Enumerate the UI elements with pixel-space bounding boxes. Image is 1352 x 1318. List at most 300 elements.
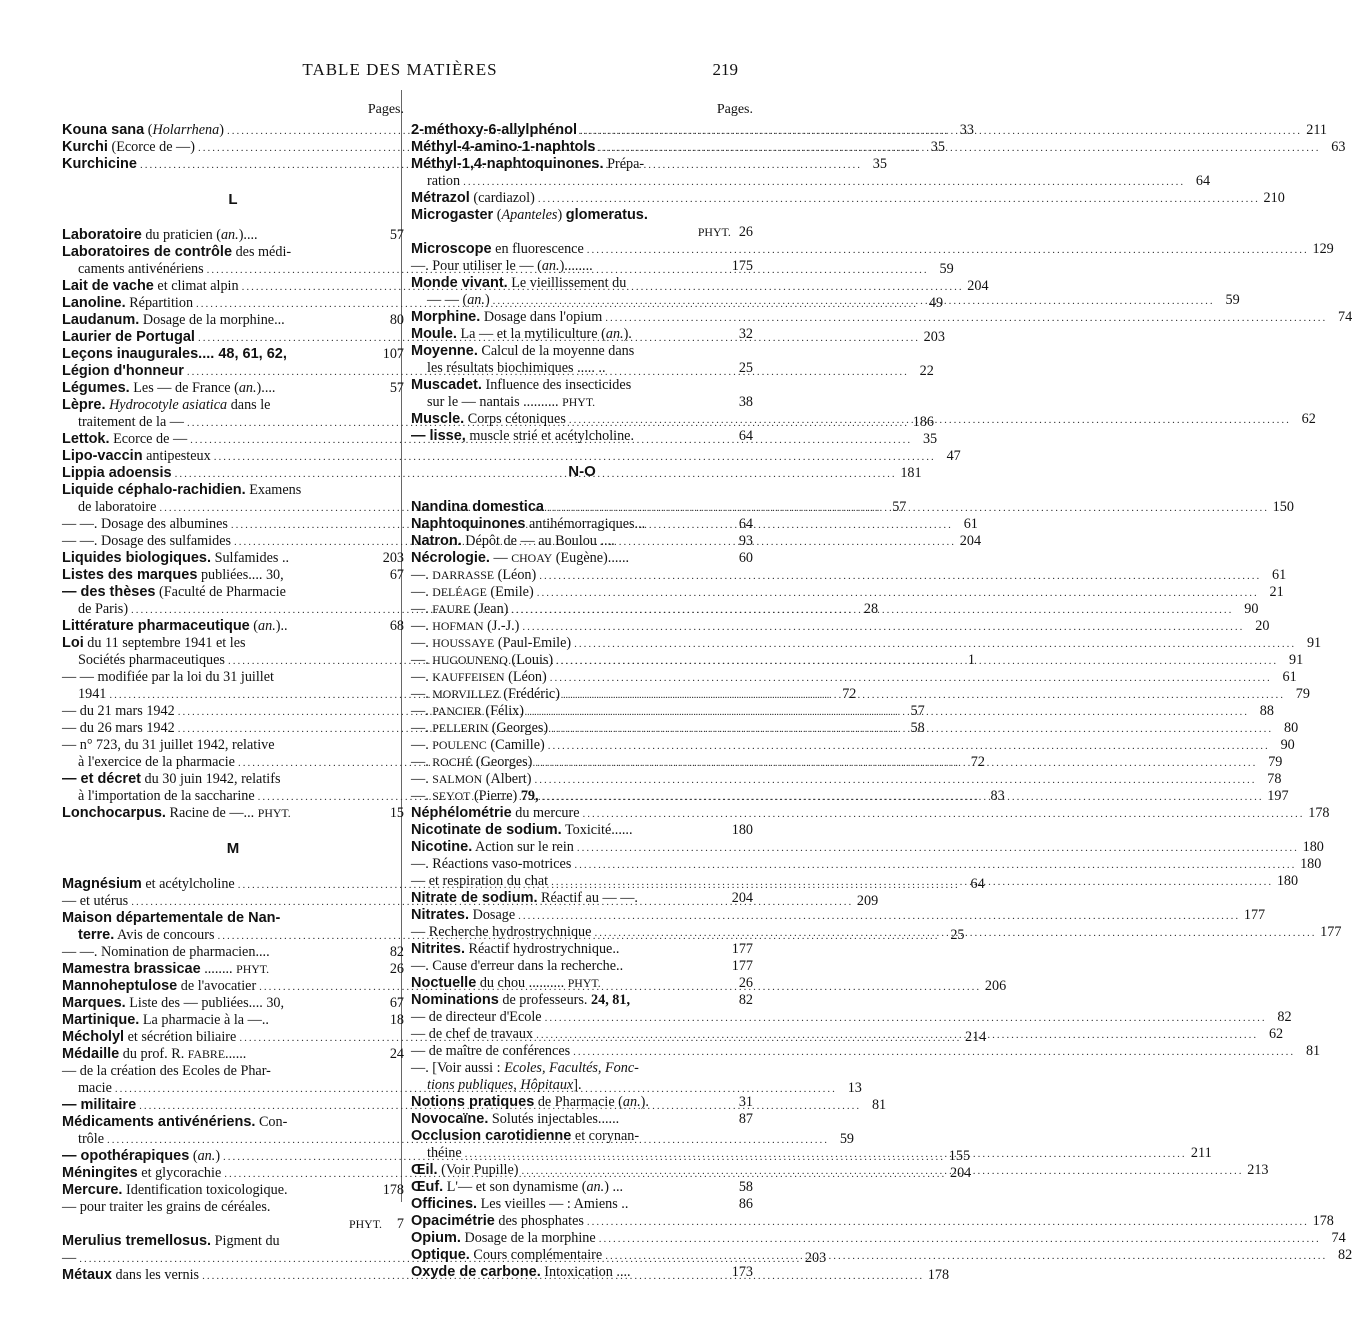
entry-text: Mécholyl et sécrétion biliaire (62, 1029, 237, 1045)
index-entry (411, 1213, 1334, 1230)
dot-leader (594, 925, 1316, 942)
entry-page: 204 (731, 890, 753, 906)
entry-text: Merulius tremellosus. Pigment du (62, 1233, 280, 1249)
index-entry (411, 1060, 753, 1077)
dot-leader (534, 772, 1256, 789)
entry-page: 177 (731, 941, 753, 957)
entry-page: 25 (738, 360, 753, 376)
index-entry (62, 1233, 404, 1250)
entry-page: 173 (731, 1264, 753, 1280)
entry-text: sur le — nantais .......... PHYT. (427, 394, 596, 410)
entry-text: Optique. Cours complémentaire (411, 1247, 603, 1263)
entry-text: — n° 723, du 31 juillet 1942, relative (62, 737, 275, 753)
section-heading: N-O (568, 463, 596, 480)
entry-text: Légion d'honneur (62, 363, 184, 379)
entry-text: macie (78, 1080, 112, 1096)
entry-text: Lait de vache et climat alpin (62, 278, 239, 294)
entry-text: Laudanum. Dosage de la morphine... (62, 312, 285, 328)
entry-page: 61 (1282, 669, 1297, 685)
index-entry (411, 1077, 753, 1094)
entry-text: PHYT. (349, 1217, 382, 1231)
entry-text: — — (an.) (427, 292, 490, 308)
entry-text: traitement de la — (78, 414, 184, 430)
entry-page: 211 (1190, 1145, 1212, 1161)
entry-page: 175 (731, 258, 753, 274)
index-entry (411, 1179, 753, 1196)
index-entry (411, 1196, 753, 1213)
entry-text: Kouna sana (Holarrhena) (62, 122, 224, 138)
index-entry (411, 1264, 753, 1281)
entry-page: 32 (738, 326, 753, 342)
entry-text: —. DARRASSE (Léon) (411, 567, 537, 583)
entry-page: 180 (1302, 839, 1324, 855)
entry-page: 26 (738, 224, 753, 240)
index-entry (411, 652, 1304, 669)
entry-text: —. SALMON (Albert) (411, 771, 532, 787)
entry-text: —. Réactions vaso-motrices (411, 856, 572, 872)
entry-text: Noctuelle du chou .......... PHYT. (411, 975, 601, 991)
entry-text: 1941 (78, 686, 107, 702)
entry-page: 49 (928, 295, 944, 311)
entry-text: —. MORVILLEZ (Frédéric) (411, 686, 560, 702)
entry-text: Médaille du prof. R. FABRE...... (62, 1046, 247, 1062)
entry-page: 13 (847, 1080, 862, 1096)
entry-text: Laurier de Portugal (62, 329, 195, 345)
entry-text: — —. Nomination de pharmacien.... (62, 944, 270, 960)
entry-text: Muscle. Corps cétoniques (411, 411, 566, 427)
entry-page: 25 (950, 927, 965, 943)
entry-page: 180 (1300, 856, 1322, 872)
entry-text: — —. Dosage des sulfamides (62, 533, 232, 549)
entry-text: Laboratoire du praticien (an.).... (62, 227, 258, 243)
entry-text: Nominations de professeurs. 24, 81, (411, 992, 631, 1008)
entry-page: 35 (930, 139, 945, 155)
entry-text: Méthyl-1,4-naphtoquinones. Prépa- (411, 156, 645, 172)
entry-text: Occlusion carotidienne et corynan- (411, 1128, 640, 1144)
entry-page: 83 (990, 788, 1005, 804)
entry-page: 178 (1312, 1213, 1334, 1229)
entry-page: 155 (948, 1148, 971, 1164)
section-heading: M (226, 840, 240, 857)
entry-text: —. HUGOUNENQ (Louis) (411, 652, 554, 668)
entry-text: Mamestra brassicae ........ PHYT. (62, 961, 270, 977)
entry-text: tions publiques, Hôpitaux]. (427, 1077, 582, 1093)
entry-text: ration (427, 173, 461, 189)
entry-page: 82 (389, 944, 404, 960)
entry-text: Lanoline. Répartition (62, 295, 194, 311)
index-entry (62, 482, 404, 499)
dot-leader (583, 806, 1305, 823)
index-entry (411, 360, 753, 377)
entry-page: 59 (1225, 292, 1240, 308)
index-entry (62, 771, 404, 788)
entry-text: —. Pour utiliser le — (an.)........ (411, 258, 593, 274)
entry-text: Métaux dans les vernis (62, 1267, 200, 1283)
entry-page: 81 (1305, 1043, 1321, 1059)
entry-text: —. DELÉAGE (Emile) (411, 584, 534, 600)
entry-text: — de chef de travaux (411, 1026, 534, 1042)
entry-text: Listes des marques publiées.... 30, (62, 567, 284, 583)
entry-page: 204 (967, 278, 989, 294)
entry-text: Oxyde de carbone. Intoxication .... (411, 1264, 631, 1280)
index-entry (411, 567, 1287, 584)
entry-text: — de maître de conférences (411, 1043, 571, 1059)
entry-page: 82 (1277, 1009, 1292, 1025)
entry-page: 62 (1301, 411, 1316, 427)
index-entry (62, 448, 961, 465)
index-entry (411, 890, 753, 907)
entry-page: 203 (923, 329, 945, 345)
index-entry (411, 241, 1334, 258)
entry-text: PHYT. (697, 225, 731, 239)
dot-leader (542, 789, 1264, 806)
entry-text: caments antivénériens (78, 261, 204, 277)
index-entry (411, 1230, 1346, 1247)
entry-text: Maison départementale de Nan- (62, 910, 281, 926)
page-number: 219 (712, 60, 738, 79)
entry-text: — du 21 mars 1942 (62, 703, 175, 719)
index-entry (62, 312, 404, 329)
entry-page: 59 (839, 1131, 854, 1147)
entry-page: 15 (389, 805, 404, 821)
index-entry (62, 227, 404, 244)
index-entry (411, 190, 1285, 207)
entry-text: Natron. Dépôt de — au Boulou .... (411, 533, 615, 549)
entry-text: Notions pratiques de Pharmacie (an.). (411, 1094, 649, 1110)
entry-text: de Paris) (78, 601, 129, 617)
entry-text: Loi du 11 septembre 1941 et les (62, 635, 246, 651)
entry-text: — — modifiée par la loi du 31 juillet (62, 669, 274, 685)
entry-text: trôle (78, 1131, 104, 1147)
dot-leader (538, 191, 1260, 208)
entry-page: 64 (970, 876, 985, 892)
entry-page: 18 (389, 1012, 404, 1028)
entry-page: 67 (389, 567, 404, 583)
entry-text: Microscope en fluorescence (411, 241, 584, 257)
index-entry (411, 156, 753, 173)
index-entry (62, 995, 404, 1012)
entry-text: Nitrate de sodium. Réactif au — —. (411, 890, 638, 906)
dot-leader (493, 293, 1215, 310)
entry-text: terre. Avis de concours (78, 927, 215, 943)
entry-text: Œil. (Voir Pupille) (411, 1162, 519, 1178)
entry-text: Sociétés pharmaceutiques (78, 652, 225, 668)
index-entry (62, 737, 404, 754)
index-entry (62, 961, 404, 978)
dot-leader (573, 1044, 1295, 1061)
dot-leader (587, 242, 1309, 259)
entry-page: 211 (1306, 122, 1327, 138)
entry-text: Néphélométrie du mercure (411, 805, 580, 821)
dot-leader (522, 619, 1244, 636)
dot-leader (551, 874, 1273, 891)
entry-text: — —. Dosage des albumines (62, 516, 228, 532)
entry-page: 177 (731, 958, 753, 974)
entry-text: Métrazol (cardiazol) (411, 190, 535, 206)
entry-page: 129 (1312, 241, 1334, 257)
entry-page: 26 (389, 961, 404, 977)
entry-text: Opacimétrie des phosphates (411, 1213, 584, 1229)
entry-text: — Recherche hydrostrychnique (411, 924, 592, 940)
index-entry (62, 584, 404, 601)
entry-text: — et décret du 30 juin 1942, relatifs (62, 771, 281, 787)
entry-text: Littérature pharmaceutique (an.).. (62, 618, 288, 634)
index-entry (62, 944, 404, 961)
entry-page: 180 (731, 822, 753, 838)
index-entry (411, 550, 753, 567)
index-entry (411, 771, 1282, 788)
index-entry (62, 1182, 404, 1199)
entry-page: 1 (967, 652, 975, 668)
entry-text: — militaire (62, 1097, 137, 1113)
entry-page: 79 (1295, 686, 1310, 702)
entry-text: Mannoheptulose de l'avocatier (62, 978, 257, 994)
entry-page: 209 (856, 893, 879, 909)
index-entry (62, 1199, 404, 1216)
entry-text: Officines. Les vieilles — : Amiens .. (411, 1196, 629, 1212)
index-entry (411, 275, 753, 292)
index-entry (62, 910, 404, 927)
entry-page: 28 (863, 601, 879, 617)
entry-text: Lonchocarpus. Racine de —... PHYT. (62, 805, 291, 821)
entry-text: Nécrologie. — CHOAY (Eugène)...... (411, 550, 630, 566)
dot-leader (511, 602, 1233, 619)
entry-page: 47 (946, 448, 961, 464)
entry-text: — (62, 1250, 77, 1266)
dot-leader (556, 653, 1278, 670)
index-entry (62, 380, 404, 397)
index-entry (411, 394, 753, 411)
entry-page: 80 (389, 312, 404, 328)
entry-text: Œuf. L'— et son dynamisme (an.) ... (411, 1179, 624, 1195)
entry-page: 213 (1247, 1162, 1269, 1178)
entry-page: 74 (1338, 309, 1352, 325)
entry-page: 204 (959, 533, 982, 549)
entry-page: 178 (927, 1267, 950, 1283)
index-entry (411, 1094, 753, 1111)
entry-page: 61 (963, 516, 978, 532)
index-entry (62, 567, 404, 584)
dot-leader (577, 840, 1299, 857)
entry-text: Nicotinate de sodium. Toxicité...... (411, 822, 633, 838)
dot-leader (465, 1146, 1187, 1163)
pages-label: Pages. (367, 102, 404, 117)
entry-text: Nandina domestica (411, 499, 544, 515)
index-entry (411, 992, 753, 1009)
entry-text: Liquide céphalo-rachidien. Examens (62, 482, 302, 498)
entry-page: 60 (738, 550, 753, 566)
index-entry (411, 343, 753, 360)
entry-text: Kurchicine (62, 156, 137, 172)
entry-text: Moule. La — et la mytiliculture (an.). (411, 326, 632, 342)
entry-text: Méthyl-4-amino-1-naphtols (411, 139, 596, 155)
entry-text: — pour traiter les grains de céréales. (62, 1199, 271, 1215)
entry-text: Leçons inaugurales.... 48, 61, 62, (62, 346, 287, 362)
index-entry (62, 1012, 404, 1029)
entry-page: 21 (1269, 584, 1284, 600)
index-entry (62, 1216, 404, 1233)
entry-text: —. PANCIER (Félix) (411, 703, 524, 719)
entry-page: 90 (1244, 601, 1259, 617)
entry-page: 57 (892, 499, 907, 515)
dot-leader (550, 670, 1272, 687)
entry-page: 57 (389, 380, 404, 396)
index-entry (411, 1128, 753, 1145)
entry-text: Lippia adoensis (62, 465, 172, 481)
entry-text: Lipo-vaccin antipesteux (62, 448, 211, 464)
index-entry (411, 907, 1266, 924)
index-entry (411, 958, 753, 975)
index-entry (62, 550, 404, 567)
index-entry (411, 309, 1352, 326)
entry-text: — et utérus (62, 893, 129, 909)
index-entry (411, 258, 753, 275)
index-entry (411, 669, 1297, 686)
index-entry (411, 533, 753, 550)
dot-leader (463, 174, 1185, 191)
dot-leader (547, 500, 1269, 517)
entry-page: 177 (1320, 924, 1342, 940)
index-entry (62, 397, 404, 414)
entry-page: 206 (984, 978, 1007, 994)
index-entry (62, 1114, 404, 1131)
entry-page: 88 (1259, 703, 1274, 719)
dot-leader (535, 755, 1257, 772)
entry-text: Novocaïne. Solutés injectables...... (411, 1111, 620, 1127)
entry-text: —. ROCHÉ (Georges) (411, 754, 533, 770)
entry-page: 74 (1331, 1230, 1346, 1246)
entry-text: Martinique. La pharmacie à la —.. (62, 1012, 269, 1028)
index-entry (62, 669, 404, 686)
entry-text: — du 26 mars 1942 (62, 720, 175, 736)
index-entry (411, 856, 1322, 873)
index-entry (411, 635, 1322, 652)
entry-text: Opium. Dosage de la morphine (411, 1230, 596, 1246)
entry-text: —. Cause d'erreur dans la recherche.. (411, 958, 624, 974)
entry-page: 210 (1263, 190, 1285, 206)
entry-page: 197 (1267, 788, 1289, 804)
entry-page: 87 (738, 1111, 753, 1127)
index-entry (62, 618, 404, 635)
entry-page: 204 (949, 1165, 972, 1181)
entry-text: Microgaster (Apanteles) glomeratus. (411, 207, 648, 223)
entry-page: 180 (1276, 873, 1299, 889)
dot-leader (605, 1248, 1327, 1265)
entry-page: 81 (871, 1097, 887, 1113)
index-entry (411, 207, 753, 224)
entry-page: 7 (396, 1216, 404, 1232)
index-entry (62, 635, 404, 652)
entry-page: 38 (738, 394, 753, 410)
index-entry (411, 326, 753, 343)
entry-page: 150 (1272, 499, 1294, 515)
entry-page: 61 (1272, 567, 1287, 583)
dot-leader (587, 1214, 1309, 1231)
entry-page: 79 (1268, 754, 1283, 770)
dot-leader (599, 1231, 1321, 1248)
entry-page: 186 (912, 414, 934, 430)
entry-text: —. PELLERIN (Georges) (411, 720, 549, 736)
section-heading: L (228, 191, 238, 208)
index-entry (411, 805, 1330, 822)
entry-text: — lisse, muscle strié et acétylcholine. (411, 428, 635, 444)
entry-text: à l'importation de la saccharine (78, 788, 255, 804)
index-entry (411, 941, 753, 958)
dot-leader (545, 1010, 1267, 1027)
entry-page: 82 (738, 992, 753, 1008)
entry-text: Lèpre. Hydrocotyle asiatica dans le (62, 397, 271, 413)
entry-page: 67 (389, 995, 404, 1011)
entry-page: 58 (738, 1179, 753, 1195)
entry-text: Méningites et glycorachie (62, 1165, 222, 1181)
entry-page: 57 (389, 227, 404, 243)
entry-text: Laboratoires de contrôle des médi- (62, 244, 292, 260)
entry-text: Lettok. Ecorce de — (62, 431, 188, 447)
entry-text: —. KAUFFEISEN (Léon) (411, 669, 547, 685)
entry-text: Liquides biologiques. Sulfamides .. (62, 550, 290, 566)
dot-leader (536, 1027, 1258, 1044)
entry-page: 24 (389, 1046, 404, 1062)
entry-text: Naphtoquinones antihémorragiques... (411, 516, 646, 532)
entry-text: Moyenne. Calcul de la moyenne dans (411, 343, 635, 359)
page-title: TABLE DES MATIÈRES (302, 60, 498, 79)
entry-text: Nitrates. Dosage (411, 907, 516, 923)
entry-page: 82 (1338, 1247, 1352, 1263)
entry-page: 33 (959, 122, 974, 138)
entry-text: Nitrites. Réactif hydrostrychnique.. (411, 941, 620, 957)
entry-text: de laboratoire (78, 499, 157, 515)
index-entry (411, 516, 753, 533)
entry-page: 181 (900, 465, 922, 481)
entry-page: 64 (738, 428, 753, 444)
entry-page: 20 (1255, 618, 1270, 634)
entry-text: —. SEYOT (Pierre) 79, (411, 788, 539, 804)
entry-text: Marques. Liste des — publiées.... 30, (62, 995, 285, 1011)
entry-text: — des thèses (Faculté de Pharmacie (62, 584, 286, 600)
index-entry (62, 295, 944, 312)
entry-page: 64 (1195, 173, 1211, 189)
index-entry (411, 173, 1211, 190)
entry-text: —. HOFMAN (J.-J.) (411, 618, 520, 634)
entry-text: —. POULENC (Camille) (411, 737, 545, 753)
entry-text: —. [Voir aussi : Ecoles, Facultés, Fonc- (411, 1060, 639, 1076)
entry-page: 58 (910, 720, 925, 736)
pages-label: Pages. (716, 102, 753, 117)
entry-page: 214 (965, 1029, 987, 1045)
dot-leader (551, 721, 1273, 738)
entry-page: 64 (738, 516, 753, 532)
dot-leader (574, 857, 1296, 874)
entry-page: 72 (842, 686, 857, 702)
entry-page: 78 (1267, 771, 1282, 787)
entry-page: 178 (382, 1182, 404, 1198)
index-entry (62, 244, 404, 261)
dot-leader (605, 310, 1327, 327)
dot-leader (563, 687, 1285, 704)
index-entry (411, 224, 753, 241)
entry-page: 59 (939, 261, 954, 277)
index-entry (411, 584, 1284, 601)
entry-page: 203 (804, 1250, 827, 1266)
index-entry (62, 805, 404, 822)
entry-text: Médicaments antivénériens. Con- (62, 1114, 288, 1130)
entry-page: 203 (382, 550, 404, 566)
entry-text: Légumes. Les — de France (an.).... (62, 380, 276, 396)
entry-text: à l'exercice de la pharmacie (78, 754, 235, 770)
entry-text: Nicotine. Action sur le rein (411, 839, 574, 855)
entry-text: —. FAURE (Jean) (411, 601, 509, 617)
entry-text: les résultats biochimiques ..... .. (427, 360, 606, 376)
